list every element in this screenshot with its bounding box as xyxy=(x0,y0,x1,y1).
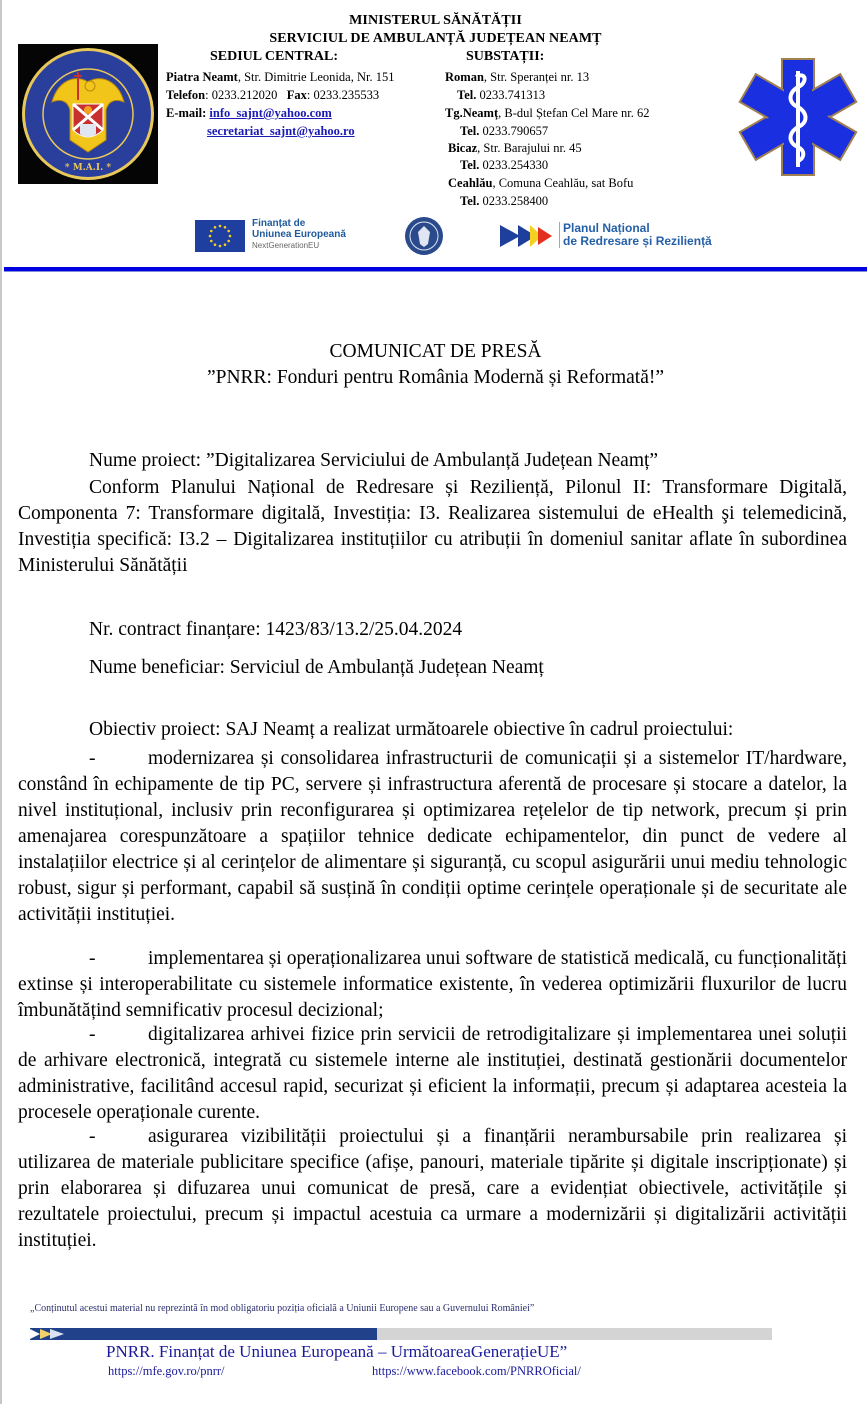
substation-bicaz-tel: Tel. 0233.254330 xyxy=(460,158,549,172)
press-release-heading: COMUNICAT DE PRESĂ xyxy=(329,341,542,362)
central-address: Piatra Neamt, Str. Dimitrie Leonida, Nr. 151 xyxy=(166,70,395,84)
email-link-info[interactable]: info_sajnt@yahoo.com xyxy=(209,106,332,120)
service-title: SERVICIUL DE AMBULANȚĂ JUDEȚEAN NEAMȚ xyxy=(269,31,602,46)
substation-tgneamt: Tg.Neamț, B-dul Ștefan Cel Mare nr. 62 xyxy=(445,106,650,120)
romanian-government-seal-icon xyxy=(404,216,444,256)
pnrr-facebook-link[interactable]: https://www.facebook.com/PNRROficial/ xyxy=(372,1364,581,1378)
objective-item: - modernizarea și consolidarea infrastructurii de comunicații și a sistemelor IT/hardware, constând în echipamente de tip PC, servere și infrastructura aferentă de procesare și stocare a datelor, la nivel instituțional, inclusiv prin reconfigurarea și optimizarea rețelelor de tip network, precum și prin amenajarea corespunzătoare a spațiilor tehnice dedicate echipamentelor, din punct de vedere al instalațiilor electrice și al cerințelor de alimentare și siguranță, cu scopul asigurării unui mediu tehnologic robust, sigur și performant, capabil să susțină în condiții optime cerințele operaționale și de securitate ale activității instituției. xyxy=(18,748,847,925)
funding-logos xyxy=(2,215,867,257)
ministry-title: MINISTERUL SĂNĂTĂȚII xyxy=(349,13,522,28)
header-divider xyxy=(4,267,867,272)
substation-roman: Roman, Str. Speranței nr. 13 xyxy=(445,70,590,84)
objective-item: - digitalizarea arhivei fizice prin servicii de retrodigitalizare și implementarea unei soluții de arhivare electronică, integrată cu sistemele interne ale instituției, destinată gestionării documentelor administrative, facilitând accesul rapid, securizat și eficient la informații, precum și adaptarea acesteia la procesele operaționale curente. xyxy=(18,1024,847,1123)
central-email: E-mail: info_sajnt@yahoo.com xyxy=(166,106,332,120)
footer-banner xyxy=(30,1328,772,1340)
objective-item: - implementarea și operaționalizarea unui software de statistică medicală, cu funcționalități extinse și interoperabilitate cu sistemele informatice existente, în vederea optimizării fluxurilor de lucru îmbunătățind semnificativ procesul decizional; xyxy=(18,948,847,1021)
central-phone: Telefon: 0233.212020 Fax: 0233.235533 xyxy=(166,88,380,102)
eu-disclaimer: „Conținutul acestui material nu reprezintă în mod obligatoriu poziția oficială a Uniunii Europene sau a Guvernului României” xyxy=(30,1303,535,1314)
substation-ceahlau-tel: Tel. 0233.258400 xyxy=(460,194,549,208)
pnrr-website-link[interactable]: https://mfe.gov.ro/pnrr/ xyxy=(108,1364,225,1378)
substation-ceahlau: Ceahlău, Comuna Ceahlău, sat Bofu xyxy=(448,176,634,190)
footer-funding-title: PNRR. Finanțat de Uniunea Europeană – UrmătoareaGenerațieUE” xyxy=(106,1342,568,1361)
substation-bicaz: Bicaz, Str. Barajului nr. 45 xyxy=(448,141,582,155)
project-name: Nume proiect: ”Digitalizarea Serviciului de Ambulanță Județean Neamț” xyxy=(89,450,659,471)
objective-intro: Obiectiv proiect: SAJ Neamț a realizat următoarele obiective în cadrul proiectului: xyxy=(89,719,734,740)
pnrr-label: Planul Național de Redresare și Reziliență xyxy=(559,222,712,248)
pnrr-arrows-icon xyxy=(500,223,556,249)
substation-tgneamt-tel: Tel. 0233.790657 xyxy=(460,124,549,138)
dsu-emblem-icon xyxy=(18,44,158,184)
press-release-subtitle: ”PNRR: Fonduri pentru România Modernă și Reformată!” xyxy=(206,367,665,388)
substations-heading: SUBSTAȚII: xyxy=(466,49,545,64)
eu-funding-label: Finanțat de Uniunea Europeană NextGenerationEU xyxy=(252,218,346,250)
substation-roman-tel: Tel. 0233.741313 xyxy=(457,88,546,102)
framework-paragraph: Conform Planului Național de Redresare și Reziliență, Pilonul II: Transformare Digitală, Componenta 7: Transformare digitală, Investiția: I3. Realizarea sistemului de eHealth şi telemedicină, Investiția specifică: I3.2 – Digitalizarea instituțiilor cu atribuții în domeniul sanitar aflate în subordinea Ministerului Sănătății xyxy=(18,477,847,576)
star-of-life-icon xyxy=(738,56,858,178)
objective-item: - asigurarea vizibilității proiectului și a finanțării nerambursabile prin realizarea și utilizarea de materiale publicitare specifice (afișe, panouri, materiale tipărite și digitale inscripționate) și prin elaborarea și difuzarea unui comunicat de presă, care a evidențiat obiectivele, activitățile și rezultatele proiectului, precum și impactul acestuia ca urmare a modernizării și digitalizării activității instituției. xyxy=(18,1126,847,1251)
svg-text:* M.A.I. *: * M.A.I. * xyxy=(64,163,112,173)
eu-flag-icon xyxy=(195,220,245,252)
contract-number: Nr. contract finanțare: 1423/83/13.2/25.04.2024 xyxy=(89,619,463,640)
central-email-2 xyxy=(207,124,355,139)
email-link-secretariat[interactable]: secretariat_sajnt@yahoo.ro xyxy=(207,124,355,138)
footer-arrows-icon xyxy=(30,1328,80,1340)
central-office-heading: SEDIUL CENTRAL: xyxy=(210,49,338,64)
beneficiary-name: Nume beneficiar: Serviciul de Ambulanță Județean Neamț xyxy=(89,657,544,678)
